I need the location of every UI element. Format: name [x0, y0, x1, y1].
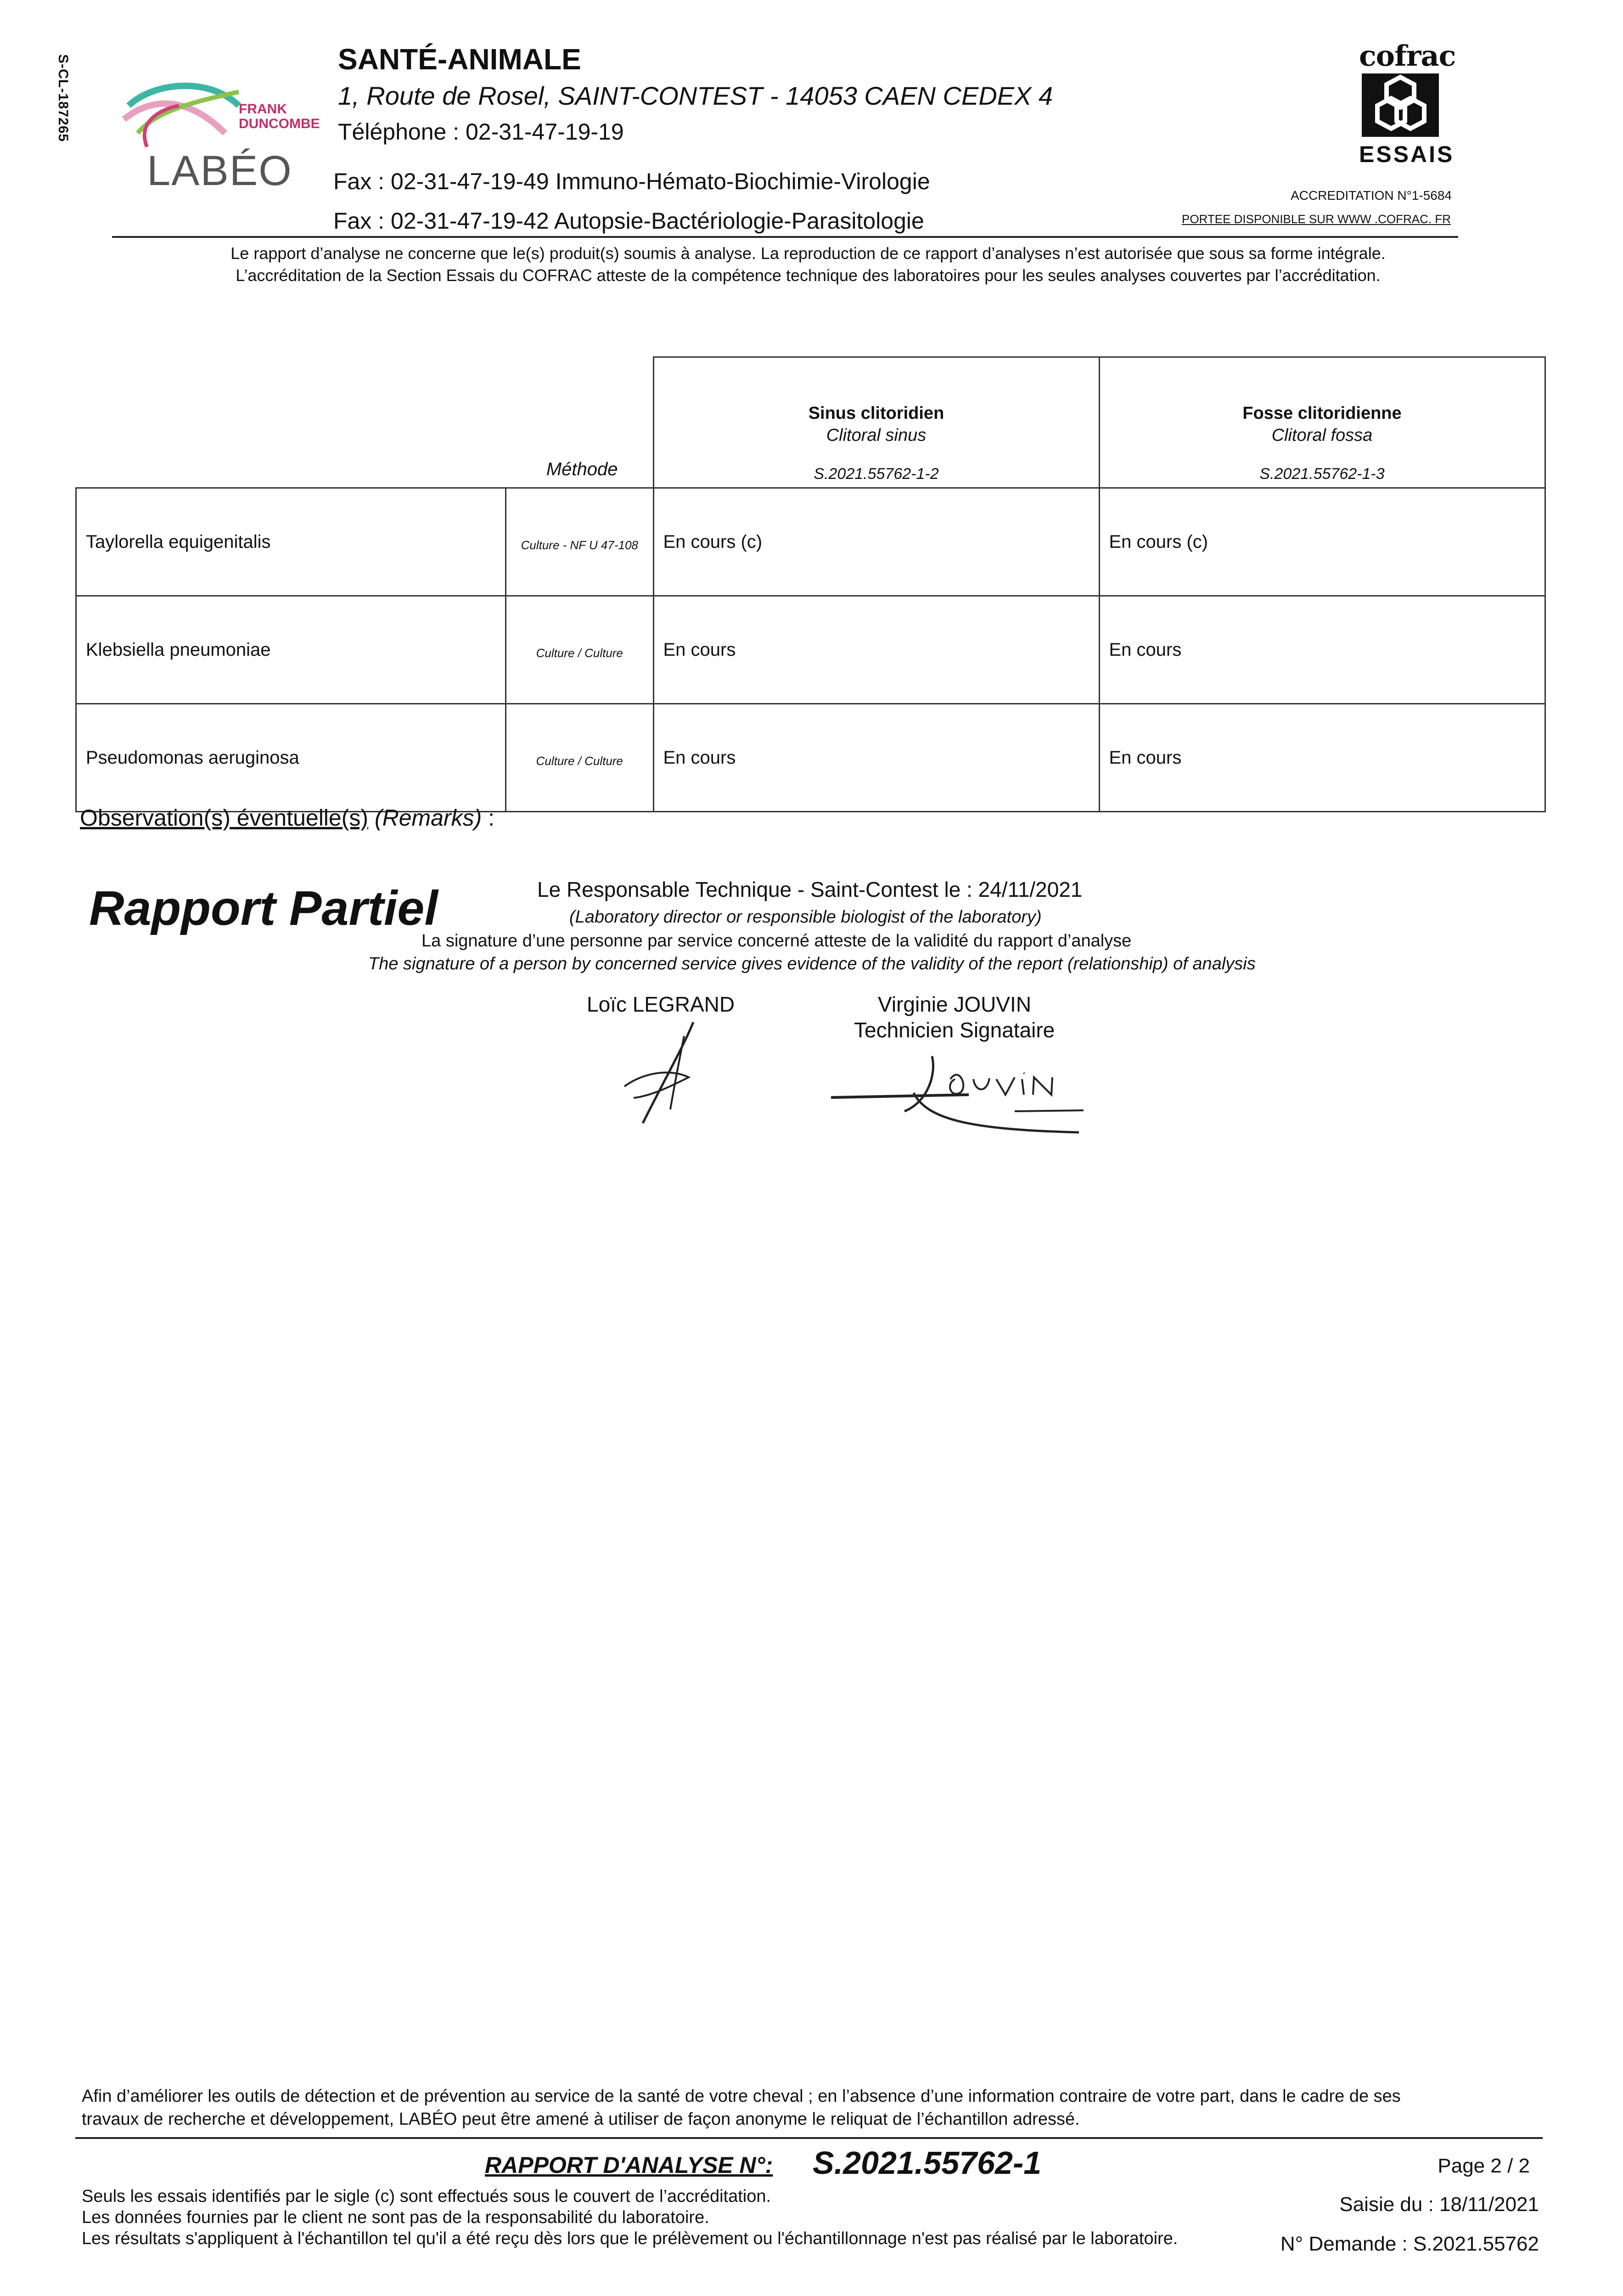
analyte-method: Culture - NF U 47-108	[506, 488, 654, 596]
signature-statement-en: The signature of a person by concerned service gives evidence of the validity of the report (relationship) of analysis	[368, 954, 1256, 974]
signatory-name-1: Loïc LEGRAND	[587, 992, 735, 1016]
analyte-method: Culture / Culture	[506, 596, 654, 704]
cofrac-logo	[1359, 39, 1456, 179]
lab-fax-2: Fax : 02-31-47-19-42 Autopsie-Bactériologie-Parasitologie	[333, 208, 924, 234]
cofrac-essais: ESSAIS	[1359, 141, 1455, 167]
sample-2-id: S.2021.55762-1-3	[1259, 465, 1385, 483]
disclaimer-line-1: Le rapport d’analyse ne concerne que le(s) produit(s) soumis à analyse. La reproduction de ce rapport d’analyses n’est autorisée que sous sa forme intégrale.	[230, 244, 1386, 263]
footer-legal-line-3: Les résultats s'appliquent à l'échantillon tel qu'il a été reçu dès lors que le prélèvement ou l'échantillonnage n'est pas réalisé par le laboratoire.	[82, 2229, 1178, 2248]
footer-legal	[82, 2186, 1178, 2249]
header-divider	[112, 236, 1458, 238]
report-number: S.2021.55762-1	[813, 2145, 1042, 2181]
footer-legal-line-1: Seuls les essais identifiés par le sigle (c) sont effectués sous le couvert de l’accréditation.	[82, 2187, 771, 2206]
result-sample-1: En cours	[653, 596, 1099, 704]
method-header	[506, 357, 654, 488]
sample-2-name: Fosse clitoridienne	[1242, 404, 1402, 423]
labeo-logo	[119, 78, 321, 193]
logo-sub2: DUNCOMBE	[239, 116, 320, 131]
result-sample-1: En cours	[653, 704, 1099, 812]
observations	[80, 805, 494, 831]
lab-telephone: Téléphone : 02-31-47-19-19	[338, 119, 624, 145]
request-number: N° Demande : S.2021.55762	[1280, 2233, 1539, 2255]
observations-label: Observation(s) éventuelle(s)	[80, 805, 369, 831]
document-code: S-CL-187265	[56, 54, 71, 142]
responsable-line: Le Responsable Technique - Saint-Contest le : 24/11/2021	[537, 878, 1083, 901]
cofrac-wordmark: cofrac	[1359, 39, 1456, 73]
signatory-role-2: Technicien Signataire	[854, 1018, 1055, 1042]
sample-header-1	[653, 357, 1099, 488]
report-disclaimer	[73, 242, 1543, 287]
method-header-label: Méthode	[546, 459, 618, 479]
logo-sub1: FRANK	[239, 101, 287, 117]
observations-colon: :	[482, 805, 495, 831]
report-number-label: RAPPORT D'ANALYSE N°:	[485, 2152, 773, 2178]
result-sample-1: En cours (c)	[653, 488, 1099, 596]
result-sample-2: En cours	[1099, 704, 1545, 812]
footer-note-line-1: Afin d’améliorer les outils de détection et de prévention au service de la santé de votre cheval ; en l’absence d’une information contraire de votre part, dans le cadre de ses	[82, 2087, 1401, 2106]
footer-divider	[75, 2137, 1543, 2139]
footer-note	[82, 2085, 1560, 2131]
result-sample-2: En cours (c)	[1099, 488, 1545, 596]
analyte-method: Culture / Culture	[506, 704, 654, 812]
partial-report-stamp: Rapport Partiel	[89, 881, 438, 935]
header-blank	[76, 357, 506, 488]
sample-1-latin: Clitoral sinus	[826, 426, 927, 445]
sample-1-name: Sinus clitoridien	[808, 404, 944, 423]
sample-1-id: S.2021.55762-1-2	[814, 465, 939, 483]
page-number: Page 2 / 2	[1438, 2155, 1530, 2177]
result-sample-2: En cours	[1099, 596, 1545, 704]
footer-legal-line-2: Les données fournies par le client ne sont pas de la responsabilité du laboratoire.	[82, 2208, 709, 2227]
signature-legrand-icon	[615, 1018, 716, 1132]
table-row	[76, 488, 1545, 596]
signatory-name-2: Virginie JOUVIN	[878, 992, 1032, 1016]
table-header-row	[76, 357, 1545, 488]
observations-label-en: (Remarks)	[374, 805, 482, 831]
signature-statement-fr: La signature d’une personne par service concerné atteste de la validité du rapport d’analyse	[421, 931, 1132, 951]
sample-header-2	[1099, 357, 1545, 488]
signature-jouvin-icon	[822, 1047, 1097, 1139]
footer-note-line-2: travaux de recherche et développement, LABÉO peut être amené à utiliser de façon anonyme le reliquat de l’échantillon adressé.	[82, 2110, 1080, 2129]
table-row	[76, 704, 1545, 812]
entry-date: Saisie du : 18/11/2021	[1339, 2193, 1539, 2216]
analyte-name: Klebsiella pneumoniae	[76, 596, 506, 704]
lab-title: SANTÉ-ANIMALE	[338, 43, 581, 76]
lab-address: 1, Route de Rosel, SAINT-CONTEST - 14053 CAEN CEDEX 4	[338, 81, 1053, 110]
portee-link[interactable]: PORTEE DISPONIBLE SUR WWW .COFRAC. FR	[1181, 212, 1451, 226]
sample-2-latin: Clitoral fossa	[1271, 426, 1373, 445]
cofrac-hexagon-icon	[1359, 71, 1442, 140]
analyte-name: Taylorella equigenitalis	[76, 488, 506, 596]
accreditation-number: ACCREDITATION N°1-5684	[1291, 188, 1452, 203]
lab-director-line: (Laboratory director or responsible biologist of the laboratory)	[569, 907, 1042, 927]
table-row	[76, 596, 1545, 704]
disclaimer-line-2: L’accréditation de la Section Essais du COFRAC atteste de la compétence technique des laboratoires pour les seules analyses couvertes par l’accréditation.	[236, 266, 1381, 285]
logo-brand: LABÉO	[147, 147, 292, 194]
lab-fax-1: Fax : 02-31-47-19-49 Immuno-Hémato-Biochimie-Virologie	[333, 169, 930, 194]
analyte-name: Pseudomonas aeruginosa	[76, 704, 506, 812]
results-table	[75, 356, 1546, 812]
